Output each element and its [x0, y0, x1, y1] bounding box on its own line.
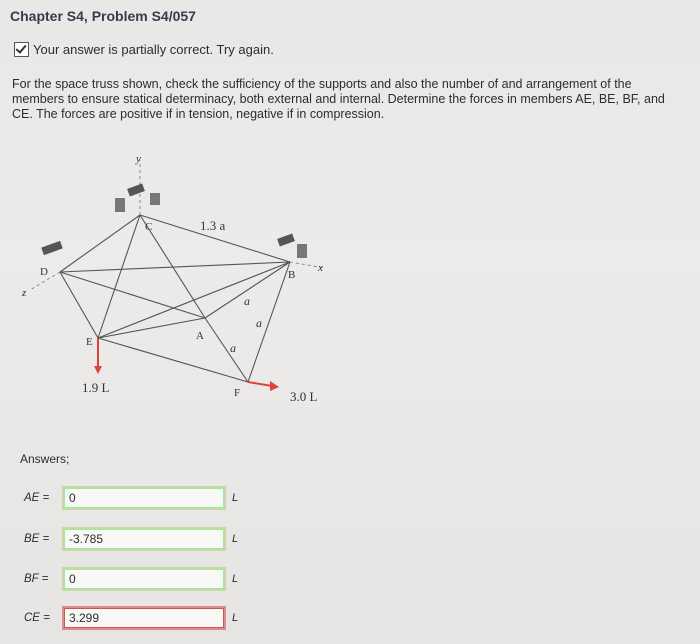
member-ce [98, 215, 140, 338]
member-cd [60, 215, 140, 272]
axis-x-label: x [318, 262, 323, 274]
answer-row-bf [24, 569, 238, 589]
truss-members [60, 215, 290, 382]
answer-label: AE = [24, 492, 50, 504]
unit-label: L [232, 612, 239, 624]
member-af [205, 318, 248, 382]
bf-input[interactable]: 0 [64, 569, 224, 589]
label-a: A [196, 330, 204, 342]
member-ba [205, 262, 290, 318]
dim-a1: a [244, 294, 250, 308]
answers-label: Answers; [20, 452, 70, 466]
support-c-top [127, 184, 145, 197]
support-c-side2 [150, 193, 160, 205]
label-e: E [86, 336, 93, 348]
axes [30, 160, 325, 290]
unit-label: L [232, 533, 239, 545]
member-bf [248, 262, 290, 382]
member-ea [98, 318, 205, 338]
dim-a3: a [230, 341, 236, 355]
load-f-head [270, 381, 279, 391]
status-text: Your answer is partially correct. Try again. [33, 42, 274, 57]
label-d: D [40, 266, 48, 278]
page-title: Chapter S4, Problem S4/057 [10, 8, 196, 24]
label-c: C [145, 221, 153, 233]
load-e-label: 1.9 L [82, 380, 110, 395]
axis-z-label: z [22, 287, 27, 299]
label-f: F [234, 387, 241, 399]
dim-a2: a [256, 316, 262, 330]
answer-label: CE = [24, 612, 50, 624]
dim-top: 1.3 a [200, 218, 226, 233]
status-message [14, 42, 274, 57]
answer-row-be [24, 529, 238, 549]
unit-label: L [232, 492, 239, 504]
axis-y-label: y [136, 153, 141, 165]
support-b-top [277, 234, 295, 247]
support-d [41, 241, 63, 255]
answer-row-ce [24, 608, 238, 628]
member-da [60, 272, 205, 318]
support-b-side [297, 244, 307, 258]
supports [41, 184, 307, 258]
label-b: B [288, 269, 296, 281]
problem-statement: For the space truss shown, check the sufficiency of the supports and also the number of and arrangement of the members to ensure statical determinacy, both external and internal. Determine the forces in members AE, BE, BF, and CE. The forces are positive if in tension, negative if in compression. [12, 77, 665, 121]
answer-row-ae [24, 488, 238, 508]
ce-input[interactable]: 3.299 [64, 608, 224, 628]
partial-check-icon [14, 42, 29, 57]
member-ef [98, 338, 248, 382]
answer-label: BF = [24, 573, 49, 585]
load-e-head [94, 366, 102, 374]
ae-input[interactable]: 0 [64, 488, 224, 508]
space-truss-diagram [0, 140, 360, 410]
unit-label: L [232, 573, 239, 585]
load-f-label: 3.0 L [290, 389, 318, 404]
support-c-side [115, 198, 125, 212]
load-f-arrow [248, 382, 272, 386]
answer-label: BE = [24, 533, 50, 545]
be-input[interactable]: -3.785 [64, 529, 224, 549]
